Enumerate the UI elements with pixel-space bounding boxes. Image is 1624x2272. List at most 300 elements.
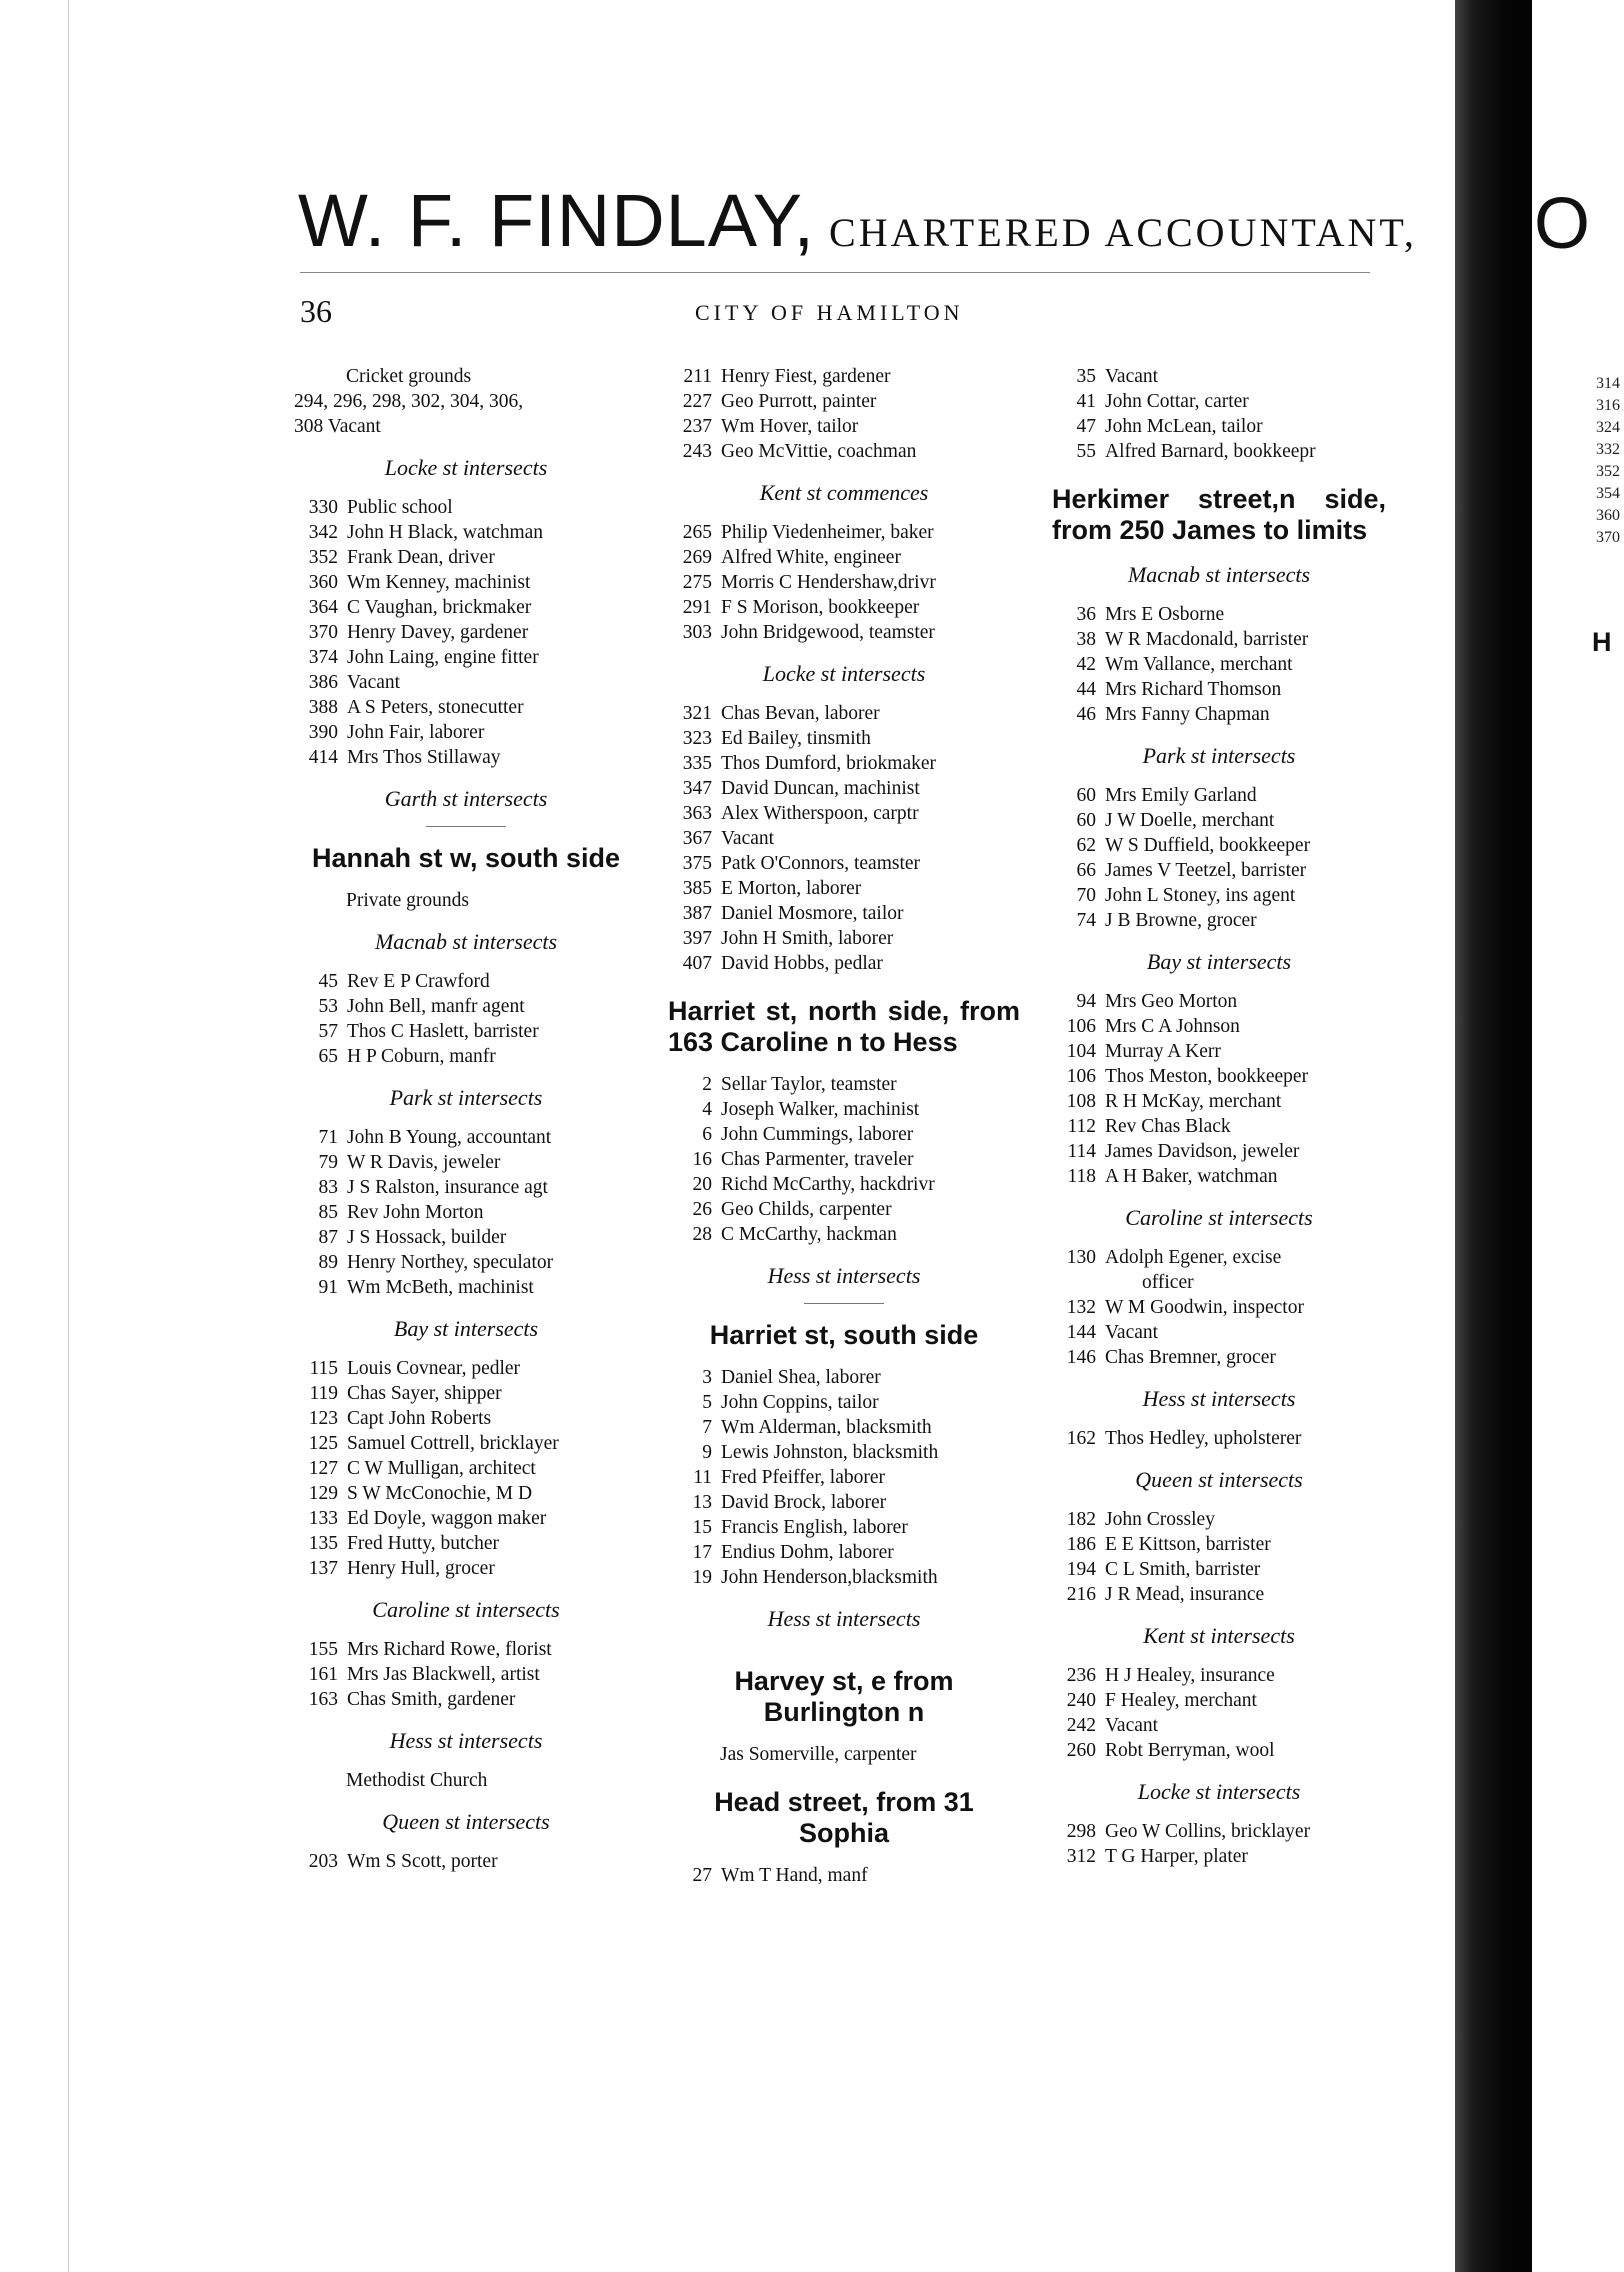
house-number: 155: [308, 1639, 338, 1660]
house-number: 108: [1066, 1091, 1096, 1112]
street-heading: Harriet st, south side: [709, 1320, 979, 1350]
resident-name: Vacant: [721, 828, 775, 849]
house-number: 16: [692, 1149, 712, 1170]
facing-page-number-stub: 360: [1596, 507, 1620, 524]
house-number: 397: [682, 928, 712, 949]
directory-entry: [294, 1225, 638, 1250]
directory-entry: [294, 520, 638, 545]
directory-entry: [1052, 1819, 1386, 1844]
house-number: 123: [308, 1408, 338, 1429]
directory-entry: [294, 1431, 638, 1456]
facing-page-number-stubs: [1596, 373, 1620, 549]
house-number: 104: [1066, 1041, 1096, 1062]
house-number: 363: [682, 803, 712, 824]
resident-name: E E Kittson, barrister: [1105, 1534, 1271, 1555]
house-number: 127: [308, 1458, 338, 1479]
directory-entry: [1052, 783, 1386, 808]
directory-entry: [668, 751, 1020, 776]
house-number: 182: [1066, 1509, 1096, 1530]
directory-entry: [668, 701, 1020, 726]
directory-entry: [668, 1440, 1020, 1465]
intersection-note: Locke st intersects: [1137, 1779, 1301, 1804]
facing-page-heading-fragment: H: [1592, 627, 1612, 657]
directory-entry: [1052, 908, 1386, 933]
house-number: 35: [1076, 366, 1096, 387]
resident-name: Louis Covnear, pedler: [347, 1358, 521, 1379]
directory-entry: [668, 1465, 1020, 1490]
resident-name: Capt John Roberts: [347, 1408, 492, 1429]
house-number: 321: [682, 703, 712, 724]
street-heading: Herkimer street,n side, from 250 James to limits: [1052, 484, 1386, 545]
resident-name: Geo McVittie, coachman: [721, 441, 917, 462]
resident-name: John Coppins, tailor: [721, 1392, 879, 1413]
facing-page-number-stub: 314: [1596, 375, 1620, 392]
resident-name: Richd McCarthy, hackdrivr: [721, 1174, 935, 1195]
house-number: 3: [702, 1367, 712, 1388]
resident-name: Wm Vallance, merchant: [1105, 654, 1293, 675]
resident-name: W R Davis, jeweler: [347, 1152, 501, 1173]
directory-entry: [294, 545, 638, 570]
directory-entry: [1052, 1844, 1386, 1869]
house-number: 135: [308, 1533, 338, 1554]
resident-name: Daniel Shea, laborer: [721, 1367, 881, 1388]
directory-entry: [668, 876, 1020, 901]
directory-entry: [1052, 1039, 1386, 1064]
directory-entry: [668, 851, 1020, 876]
house-number: 211: [683, 366, 712, 387]
resident-name: J S Ralston, insurance agt: [347, 1177, 548, 1198]
directory-entry: [294, 994, 638, 1019]
house-number: 374: [308, 647, 338, 668]
house-number: 47: [1076, 416, 1096, 437]
resident-name: Mrs Geo Morton: [1105, 991, 1238, 1012]
resident-name: C L Smith, barrister: [1105, 1559, 1261, 1580]
resident-name: J B Browne, grocer: [1105, 910, 1257, 931]
directory-entry: [668, 1222, 1020, 1247]
intersection-note: Locke st intersects: [384, 455, 548, 480]
house-number: 85: [318, 1202, 338, 1223]
house-number: 125: [308, 1433, 338, 1454]
house-number: 133: [308, 1508, 338, 1529]
intersection-note: Hess st intersects: [767, 1606, 921, 1631]
directory-entry: [294, 1250, 638, 1275]
resident-name: Sellar Taylor, teamster: [721, 1074, 897, 1095]
house-number: 163: [308, 1689, 338, 1710]
house-number: 275: [682, 572, 712, 593]
directory-note: Jas Somerville, carpenter: [720, 1744, 917, 1765]
directory-entry: [1052, 1139, 1386, 1164]
directory-entry: [668, 1122, 1020, 1147]
intersection-note: Kent st commences: [759, 480, 929, 505]
directory-entry: [1052, 858, 1386, 883]
resident-name: T G Harper, plater: [1105, 1846, 1248, 1867]
house-number: 106: [1066, 1016, 1096, 1037]
resident-name: Ed Doyle, waggon maker: [347, 1508, 547, 1529]
resident-name: W M Goodwin, inspector: [1105, 1297, 1304, 1318]
directory-entry: [1052, 1245, 1386, 1270]
continuation-line: 294, 296, 298, 302, 304, 306,: [294, 391, 524, 412]
page-number: 36: [300, 293, 332, 329]
resident-name: John Laing, engine fitter: [347, 647, 539, 668]
intersection-note: Hess st intersects: [1142, 1386, 1296, 1411]
resident-name: Henry Northey, speculator: [347, 1252, 554, 1273]
directory-entry: [668, 926, 1020, 951]
section-divider: [426, 826, 506, 827]
facing-page-fragment: [1532, 0, 1624, 2272]
directory-entry: [668, 520, 1020, 545]
resident-name: Endius Dohm, laborer: [721, 1542, 894, 1563]
resident-name: E Morton, laborer: [721, 878, 862, 899]
resident-name: Mrs Emily Garland: [1105, 785, 1257, 806]
resident-name: Chas Sayer, shipper: [347, 1383, 502, 1404]
resident-name: H J Healey, insurance: [1105, 1665, 1275, 1686]
resident-name: John Henderson,blacksmith: [721, 1567, 938, 1588]
intersection-note: Macnab st intersects: [1127, 562, 1311, 587]
directory-entry: [294, 1849, 638, 1874]
resident-name: John B Young, accountant: [347, 1127, 552, 1148]
house-number: 5: [702, 1392, 712, 1413]
house-number: 386: [308, 672, 338, 693]
resident-name: Thos Meston, bookkeeper: [1105, 1066, 1309, 1087]
house-number: 130: [1066, 1247, 1096, 1268]
section-divider: [804, 1303, 884, 1304]
resident-name: J R Mead, insurance: [1105, 1584, 1265, 1605]
house-number: 11: [693, 1467, 712, 1488]
resident-name: Samuel Cottrell, bricklayer: [347, 1433, 559, 1454]
house-number: 60: [1076, 810, 1096, 831]
house-number: 137: [308, 1558, 338, 1579]
directory-entry: [668, 826, 1020, 851]
resident-name: Henry Fiest, gardener: [721, 366, 891, 387]
directory-note: Methodist Church: [346, 1770, 488, 1791]
house-number: 6: [702, 1124, 712, 1145]
resident-name: Mrs E Osborne: [1105, 604, 1225, 625]
directory-entry: [1052, 1114, 1386, 1139]
house-number: 71: [318, 1127, 338, 1148]
house-number: 216: [1066, 1584, 1096, 1605]
directory-entry: [294, 720, 638, 745]
resident-name: Wm Hover, tailor: [721, 416, 859, 437]
house-number: 115: [309, 1358, 338, 1379]
resident-name: Thos C Haslett, barrister: [347, 1021, 539, 1042]
directory-entry: [668, 1197, 1020, 1222]
resident-name: H P Coburn, manfr: [347, 1046, 496, 1067]
house-number: 62: [1076, 835, 1096, 856]
directory-entry: [668, 1415, 1020, 1440]
house-number: 161: [308, 1664, 338, 1685]
directory-entry: [668, 1565, 1020, 1590]
directory-entry: [1052, 1014, 1386, 1039]
resident-name: S W McConochie, M D: [347, 1483, 533, 1504]
directory-entry: [668, 1490, 1020, 1515]
resident-name: David Duncan, machinist: [721, 778, 920, 799]
house-number: 55: [1076, 441, 1096, 462]
resident-name: Fred Pfeiffer, laborer: [721, 1467, 885, 1488]
directory-entry: [294, 1044, 638, 1069]
resident-name: Patk O'Connors, teamster: [721, 853, 921, 874]
house-number: 19: [692, 1567, 712, 1588]
resident-name: David Hobbs, pedlar: [721, 953, 883, 974]
house-number: 28: [692, 1224, 712, 1245]
resident-name: Francis English, laborer: [721, 1517, 908, 1538]
house-number: 87: [318, 1227, 338, 1248]
house-number: 227: [682, 391, 712, 412]
resident-name: John L Stoney, ins agent: [1105, 885, 1296, 906]
directory-entry: [668, 389, 1020, 414]
column-2: [668, 364, 1020, 1888]
house-number: 352: [308, 547, 338, 568]
house-number: 70: [1076, 885, 1096, 906]
directory-entry: [1052, 652, 1386, 677]
house-number: 390: [308, 722, 338, 743]
house-number: 375: [682, 853, 712, 874]
directory-entry: [668, 570, 1020, 595]
directory-entry: [294, 1175, 638, 1200]
house-number: 118: [1067, 1166, 1096, 1187]
house-number: 146: [1066, 1347, 1096, 1368]
house-number: 194: [1066, 1559, 1096, 1580]
directory-entry: [294, 1687, 638, 1712]
directory-entry: [668, 1097, 1020, 1122]
house-number: 370: [308, 622, 338, 643]
resident-name: R H McKay, merchant: [1105, 1091, 1282, 1112]
resident-name: James V Teetzel, barrister: [1105, 860, 1307, 881]
directory-entry: [668, 1390, 1020, 1415]
directory-entry: [294, 670, 638, 695]
house-number: 36: [1076, 604, 1096, 625]
intersection-note: Caroline st intersects: [372, 1597, 560, 1622]
resident-name: J S Hossack, builder: [347, 1227, 507, 1248]
house-number: 132: [1066, 1297, 1096, 1318]
section-gap: [668, 976, 1020, 986]
house-number: 237: [682, 416, 712, 437]
resident-name: Henry Hull, grocer: [347, 1558, 495, 1579]
directory-entry: [294, 1406, 638, 1431]
house-number: 106: [1066, 1066, 1096, 1087]
house-number: 83: [318, 1177, 338, 1198]
resident-name: A H Baker, watchman: [1105, 1166, 1278, 1187]
house-number: 44: [1076, 679, 1096, 700]
resident-name: Vacant: [1105, 1715, 1159, 1736]
street-heading: Harvey st, e from Burlington n: [734, 1666, 954, 1727]
house-number: 144: [1066, 1322, 1096, 1343]
house-number: 387: [682, 903, 712, 924]
house-number: 243: [682, 441, 712, 462]
resident-name: Wm Kenney, machinist: [347, 572, 531, 593]
directory-entry: [1052, 1507, 1386, 1532]
directory-entry: [668, 364, 1020, 389]
resident-name: F S Morison, bookkeeper: [721, 597, 920, 618]
directory-entry: [294, 495, 638, 520]
directory-entry: [294, 1662, 638, 1687]
house-number: 27: [692, 1865, 712, 1886]
directory-entry: [1052, 1345, 1386, 1370]
house-number: 385: [682, 878, 712, 899]
resident-name: Vacant: [1105, 1322, 1159, 1343]
resident-name: Rev Chas Black: [1105, 1116, 1231, 1137]
running-head: CITY OF HAMILTON: [695, 300, 964, 325]
intersection-note: Caroline st intersects: [1125, 1205, 1313, 1230]
directory-entry: [294, 620, 638, 645]
house-number: 53: [318, 996, 338, 1017]
intersection-note: Hess st intersects: [767, 1263, 921, 1288]
house-number: 4: [702, 1099, 712, 1120]
facing-page-number-stub: 324: [1596, 419, 1620, 436]
house-number: 65: [318, 1046, 338, 1067]
directory-entry: [668, 1540, 1020, 1565]
resident-name: Geo Childs, carpenter: [721, 1199, 892, 1220]
resident-name: Chas Smith, gardener: [347, 1689, 516, 1710]
directory-note: Cricket grounds: [346, 366, 472, 387]
directory-entry: [294, 1456, 638, 1481]
directory-entry: [668, 545, 1020, 570]
house-number: 303: [682, 622, 712, 643]
house-number: 236: [1066, 1665, 1096, 1686]
house-number: 38: [1076, 629, 1096, 650]
house-number: 20: [692, 1174, 712, 1195]
directory-entry: [294, 1125, 638, 1150]
resident-name: Public school: [347, 497, 453, 518]
resident-name: Mrs Richard Rowe, florist: [347, 1639, 552, 1660]
resident-name: A S Peters, stonecutter: [347, 697, 524, 718]
directory-entry: [1052, 702, 1386, 727]
resident-name: Fred Hutty, butcher: [347, 1533, 499, 1554]
resident-name: Alfred White, engineer: [721, 547, 901, 568]
resident-name: Mrs Richard Thomson: [1105, 679, 1282, 700]
resident-name: John Bell, manfr agent: [347, 996, 525, 1017]
directory-entry: [668, 1072, 1020, 1097]
banner-name: W. F. FINDLAY,: [298, 179, 816, 262]
directory-entry: [294, 570, 638, 595]
resident-name: Geo W Collins, bricklayer: [1105, 1821, 1311, 1842]
house-number: 114: [1067, 1141, 1096, 1162]
house-number: 66: [1076, 860, 1096, 881]
section-gap: [668, 1646, 1020, 1656]
resident-name: John Fair, laborer: [347, 722, 485, 743]
house-number: 162: [1066, 1428, 1096, 1449]
resident-name: Robt Berryman, wool: [1105, 1740, 1275, 1761]
directory-entry: [1052, 1688, 1386, 1713]
house-number: 367: [682, 828, 712, 849]
directory-entry: [294, 1531, 638, 1556]
directory-entry: [668, 439, 1020, 464]
resident-name: David Brock, laborer: [721, 1492, 887, 1513]
resident-name: C W Mulligan, architect: [347, 1458, 536, 1479]
directory-entry: [1052, 808, 1386, 833]
house-number: 260: [1066, 1740, 1096, 1761]
resident-name: Henry Davey, gardener: [347, 622, 529, 643]
house-number: 57: [318, 1021, 338, 1042]
directory-entry: [294, 745, 638, 770]
directory-entry: [668, 1863, 1020, 1888]
resident-name: Alfred Barnard, bookkeepr: [1105, 441, 1316, 462]
directory-entry: [1052, 439, 1386, 464]
resident-name: John H Smith, laborer: [721, 928, 894, 949]
house-number: 335: [682, 753, 712, 774]
directory-entry: [668, 776, 1020, 801]
house-number: 89: [318, 1252, 338, 1273]
resident-name: F Healey, merchant: [1105, 1690, 1257, 1711]
facing-page-number-stub: 332: [1596, 441, 1620, 458]
street-heading: Head street, from 31 Sophia: [714, 1787, 974, 1848]
directory-entry: [1052, 989, 1386, 1014]
directory-entry: [294, 1200, 638, 1225]
resident-name: Thos Hedley, upholsterer: [1105, 1428, 1302, 1449]
street-heading: Harriet st, north side, from 163 Caroline n to Hess: [668, 996, 1020, 1057]
facing-page-number-stub: 316: [1596, 397, 1620, 414]
directory-entry: [668, 1172, 1020, 1197]
resident-name: Mrs Thos Stillaway: [347, 747, 501, 768]
house-number: 265: [682, 522, 712, 543]
resident-name: Adolph Egener, excise: [1105, 1247, 1282, 1268]
directory-entry: [1052, 1295, 1386, 1320]
directory-entry: [294, 1019, 638, 1044]
column-1: [294, 364, 638, 1874]
resident-name: Wm S Scott, porter: [347, 1851, 498, 1872]
house-number: 347: [682, 778, 712, 799]
house-number: 9: [702, 1442, 712, 1463]
resident-name: Mrs Fanny Chapman: [1105, 704, 1270, 725]
house-number: 74: [1076, 910, 1096, 931]
house-number: 240: [1066, 1690, 1096, 1711]
street-heading: Hannah st w, south side: [311, 843, 621, 873]
directory-entry: [294, 1275, 638, 1300]
house-number: 330: [308, 497, 338, 518]
directory-entry: [294, 1150, 638, 1175]
house-number: 414: [308, 747, 338, 768]
house-number: 242: [1066, 1715, 1096, 1736]
house-number: 298: [1066, 1821, 1096, 1842]
left-page-edge: [0, 0, 69, 2272]
house-number: 360: [308, 572, 338, 593]
resident-name: John H Black, watchman: [347, 522, 544, 543]
facing-page-number-stub: 354: [1596, 485, 1620, 502]
resident-name: Chas Bremner, grocer: [1105, 1347, 1276, 1368]
facing-page-number-stub: 352: [1596, 463, 1620, 480]
resident-name: Frank Dean, driver: [347, 547, 495, 568]
house-number: 112: [1067, 1116, 1096, 1137]
resident-name: Chas Parmenter, traveler: [721, 1149, 914, 1170]
resident-name: W R Macdonald, barrister: [1105, 629, 1309, 650]
directory-entry: [1052, 627, 1386, 652]
house-number: 41: [1076, 391, 1096, 412]
directory-entry: [668, 595, 1020, 620]
advertisement-banner: [298, 178, 1417, 263]
column-3: [1052, 364, 1386, 1869]
house-number: 17: [692, 1542, 712, 1563]
house-number: 291: [682, 597, 712, 618]
intersection-note: Kent st intersects: [1143, 1623, 1295, 1648]
section-gap: [1052, 464, 1386, 474]
house-number: 13: [692, 1492, 712, 1513]
intersection-note: Macnab st intersects: [374, 929, 558, 954]
house-number: 269: [682, 547, 712, 568]
directory-entry: [668, 414, 1020, 439]
resident-name: Philip Viedenheimer, baker: [721, 522, 934, 543]
resident-name: Daniel Mosmore, tailor: [721, 903, 904, 924]
resident-name: C McCarthy, hackman: [721, 1224, 897, 1245]
resident-name: W S Duffield, bookkeeper: [1105, 835, 1311, 856]
house-number: 60: [1076, 785, 1096, 806]
directory-entry: [1052, 414, 1386, 439]
directory-entry: [1052, 1064, 1386, 1089]
resident-name: Mrs C A Johnson: [1105, 1016, 1240, 1037]
directory-entry: [1052, 677, 1386, 702]
house-number: 407: [682, 953, 712, 974]
directory-entry: [1052, 1320, 1386, 1345]
directory-entry: [1052, 602, 1386, 627]
intersection-note: Garth st intersects: [384, 786, 548, 811]
